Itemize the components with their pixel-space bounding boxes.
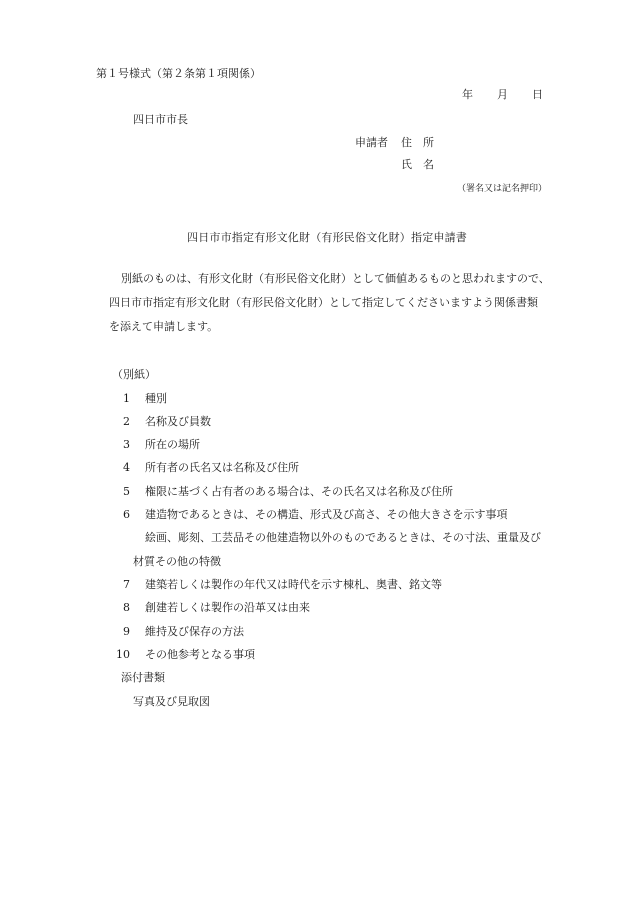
- addressee: 四日市市長: [133, 113, 188, 126]
- list-item-number: 2: [123, 415, 130, 428]
- list-item-number: 6: [123, 508, 130, 521]
- body-line: を添えて申請します。: [109, 320, 219, 333]
- body-line: 四日市市指定有形文化財（有形民俗文化財）として指定してくださいますよう関係書類: [109, 296, 538, 309]
- list-item-number: 3: [123, 438, 130, 451]
- list-item: 種別: [145, 392, 167, 405]
- list-item: 建築若しくは製作の年代又は時代を示す棟札、奥書、銘文等: [145, 578, 442, 591]
- applicant-name-label: 氏 名: [401, 158, 434, 171]
- list-item-continuation: 材質その他の特徴: [133, 555, 221, 568]
- list-item: 権限に基づく占有者のある場合は、その氏名又は名称及び住所: [145, 485, 453, 498]
- document-title: 四日市市指定有形文化財（有形民俗文化財）指定申請書: [187, 231, 467, 244]
- list-item: 維持及び保存の方法: [145, 625, 244, 638]
- documents-heading: 添付書類: [121, 671, 165, 684]
- list-item-number: 5: [123, 485, 130, 498]
- list-item: 建造物であるときは、その構造、形式及び高さ、その他大きさを示す事項: [145, 508, 508, 521]
- list-item: 所有者の氏名又は名称及び住所: [145, 461, 299, 474]
- body-line: 別紙のものは、有形文化財（有形民俗文化財）として価値あるものと思われますので、: [121, 272, 550, 285]
- applicant-address-label: 住 所: [401, 136, 434, 149]
- attachment-heading: （別紙）: [112, 368, 156, 381]
- form-label: 第１号様式（第２条第１項関係）: [96, 67, 261, 80]
- list-item-number: 10: [116, 648, 130, 661]
- date-year-label: 年: [462, 88, 473, 101]
- list-item-continuation: 絵画、彫刻、工芸品その他建造物以外のものであるときは、その寸法、重量及び: [145, 531, 541, 544]
- list-item: 名称及び員数: [145, 415, 211, 428]
- list-item-number: 7: [123, 578, 130, 591]
- list-item: 所在の場所: [145, 438, 200, 451]
- list-item-number: 1: [123, 392, 130, 405]
- date-day-label: 日: [532, 88, 543, 101]
- applicant-label: 申請者: [355, 136, 388, 149]
- documents-item: 写真及び見取図: [133, 695, 210, 708]
- list-item-number: 9: [123, 625, 130, 638]
- list-item-number: 4: [123, 461, 130, 474]
- list-item: その他参考となる事項: [145, 648, 255, 661]
- signature-note: （署名又は記名押印）: [457, 184, 548, 194]
- list-item: 創建若しくは製作の沿革又は由来: [145, 601, 310, 614]
- list-item-number: 8: [123, 601, 130, 614]
- date-month-label: 月: [497, 88, 508, 101]
